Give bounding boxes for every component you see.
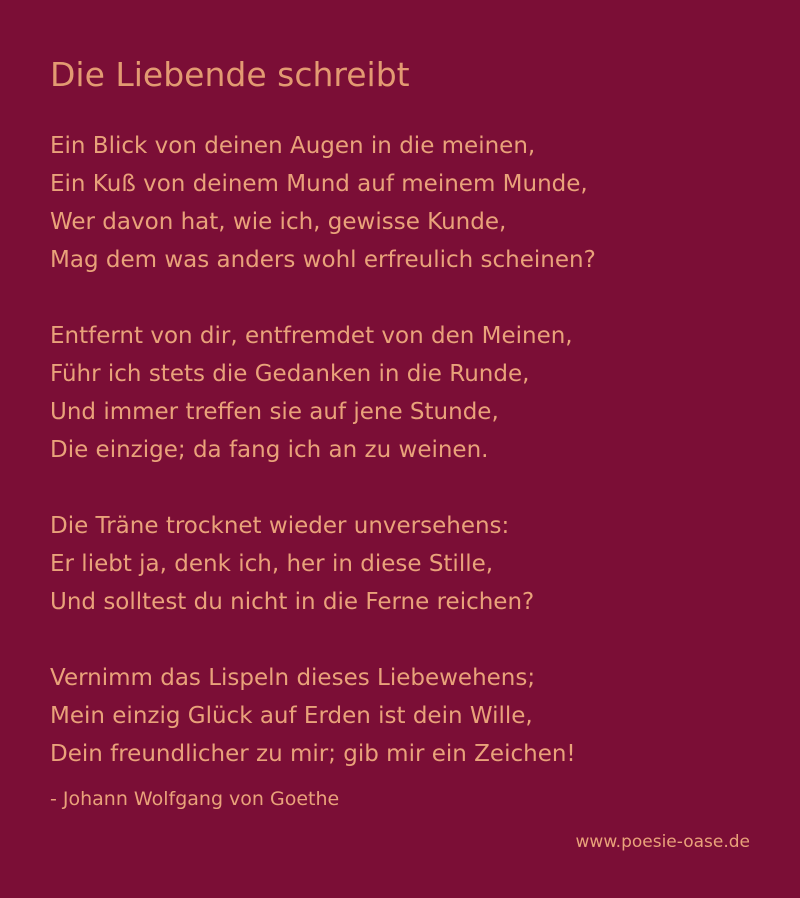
poem-line: Mag dem was anders wohl erfreulich scheinen?	[50, 247, 596, 273]
poem-line: Und immer treffen sie auf jene Stunde,	[50, 399, 499, 425]
poem-line: Die einzige; da fang ich an zu weinen.	[50, 437, 489, 463]
stanza-1	[50, 127, 770, 279]
poem-body	[50, 127, 770, 773]
poem-line: Vernimm das Lispeln dieses Liebewehens;	[50, 665, 536, 691]
poem-line: Ein Blick von deinen Augen in die meinen,	[50, 133, 536, 159]
poem-line: Dein freundlicher zu mir; gib mir ein Zeichen!	[50, 741, 576, 767]
poem-title: Die Liebende schreibt	[50, 55, 410, 94]
poem-line: Mein einzig Glück auf Erden ist dein Wille,	[50, 703, 533, 729]
poem-line: Ein Kuß von deinem Mund auf meinem Munde,	[50, 171, 588, 197]
stanza-3	[50, 507, 770, 621]
website-credit: www.poesie-oase.de	[575, 832, 750, 852]
poem-line: Er liebt ja, denk ich, her in diese Stille,	[50, 551, 494, 577]
poem-line: Und solltest du nicht in die Ferne reichen?	[50, 589, 535, 615]
stanza-4	[50, 659, 770, 773]
poem-line: Entfernt von dir, entfremdet von den Meinen,	[50, 323, 573, 349]
stanza-2	[50, 317, 770, 469]
poem-line: Führ ich stets die Gedanken in die Runde,	[50, 361, 530, 387]
poem-line: Wer davon hat, wie ich, gewisse Kunde,	[50, 209, 507, 235]
poem-author: - Johann Wolfgang von Goethe	[50, 788, 340, 810]
poem-line: Die Träne trocknet wieder unversehens:	[50, 513, 510, 539]
